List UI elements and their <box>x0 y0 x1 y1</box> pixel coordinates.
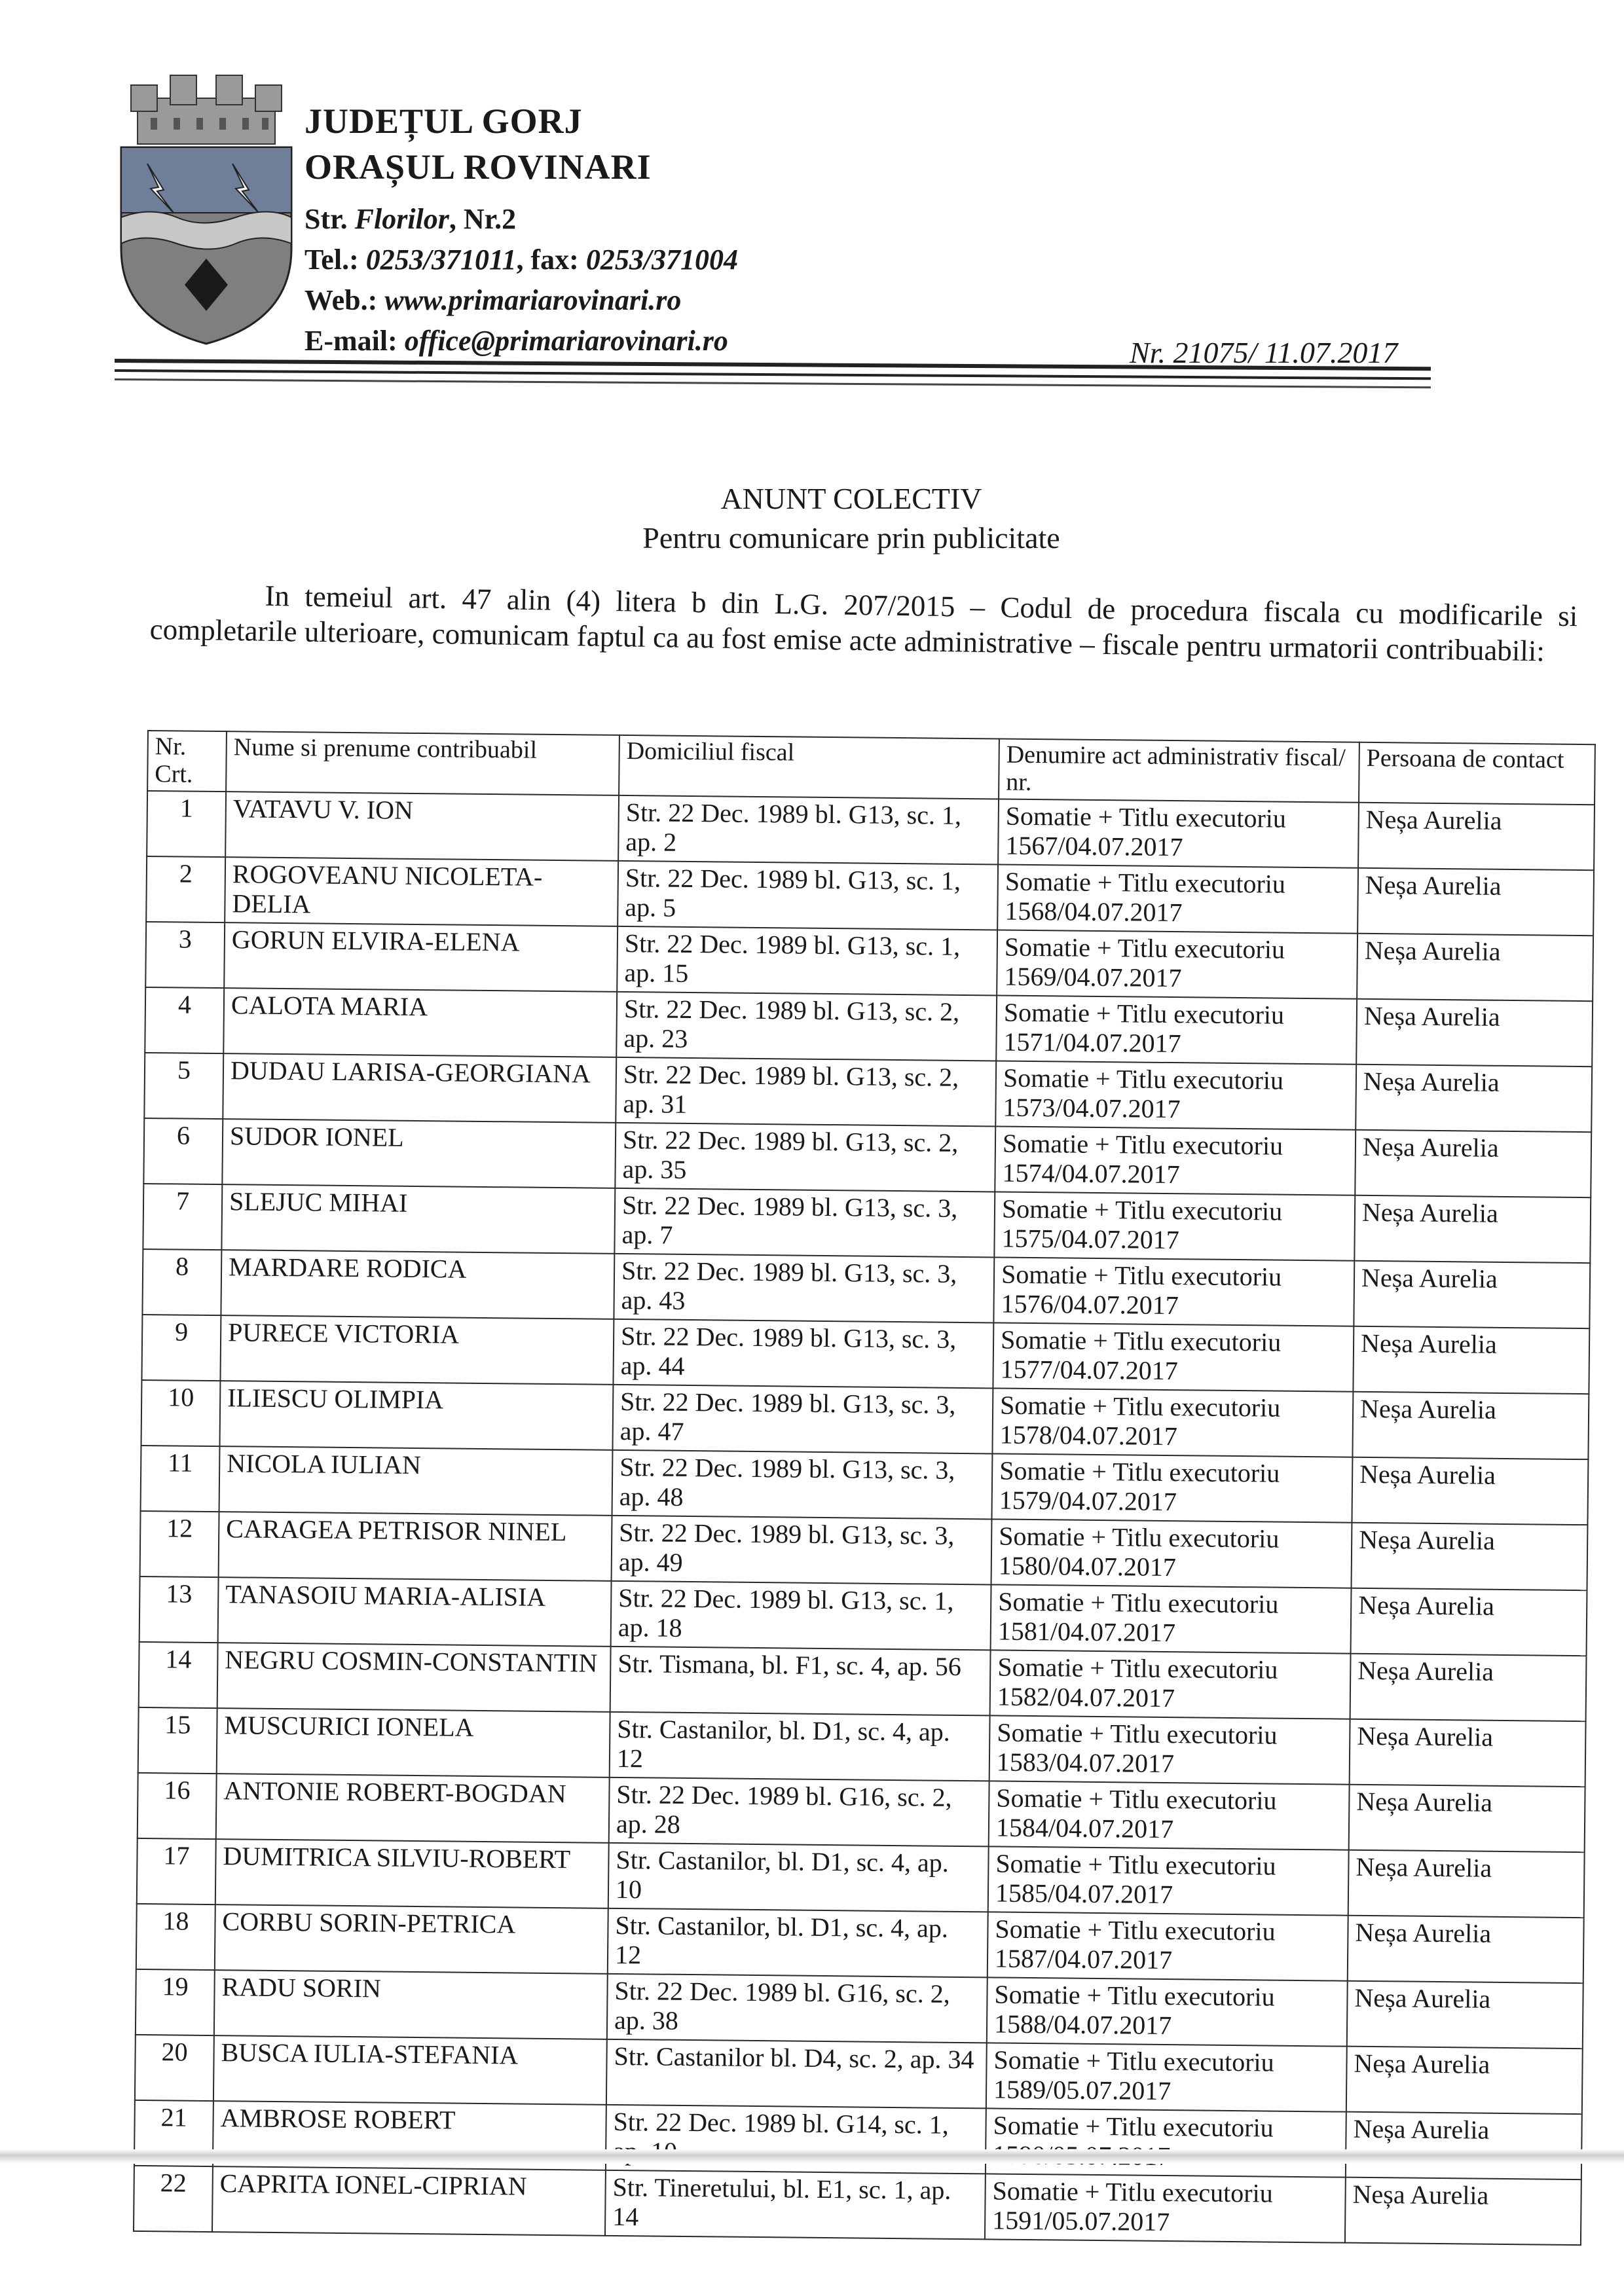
contact-person: Neșa Aurelia <box>1354 1261 1590 1328</box>
taxpayer-name: CARAGEA PETRISOR NINEL <box>219 1512 612 1581</box>
act-name-number: Somatie + Titlu executoriu 1585/04.07.2017 <box>988 1846 1349 1915</box>
fiscal-address: Str. 22 Dec. 1989 bl. G13, sc. 2, ap. 23 <box>616 992 997 1061</box>
taxpayer-name: NEGRU COSMIN-CONSTANTIN <box>217 1643 611 1712</box>
row-number: 20 <box>135 2035 214 2101</box>
act-name-number: Somatie + Titlu executoriu 1583/04.07.2017 <box>989 1715 1350 1784</box>
row-number: 8 <box>142 1249 221 1315</box>
taxpayer-name: SUDOR IONEL <box>222 1119 616 1188</box>
act-name-number: Somatie + Titlu executoriu 1581/04.07.2017 <box>991 1584 1352 1653</box>
row-number: 6 <box>143 1118 223 1184</box>
row-number: 7 <box>143 1184 222 1250</box>
act-name-number: Somatie + Titlu executoriu 1567/04.07.2017 <box>998 799 1359 867</box>
contact-person: Neșa Aurelia <box>1348 1916 1584 1983</box>
taxpayer-name: PURECE VICTORIA <box>220 1315 614 1385</box>
taxpayer-name: DUMITRICA SILVIU-ROBERT <box>215 1839 609 1908</box>
act-name-number: Somatie + Titlu executoriu 1582/04.07.2017 <box>990 1650 1351 1719</box>
contact-person: Neșa Aurelia <box>1345 2178 1581 2245</box>
row-number: 5 <box>144 1053 223 1119</box>
web-line <box>304 280 738 321</box>
table-body <box>134 791 1595 2245</box>
contact-person: Neșa Aurelia <box>1350 1654 1587 1721</box>
header-divider <box>115 378 1431 388</box>
contact-person: Neșa Aurelia <box>1346 2112 1582 2179</box>
contact-person: Neșa Aurelia <box>1352 1523 1588 1590</box>
fiscal-address: Str. 22 Dec. 1989 bl. G13, sc. 1, ap. 5 <box>618 861 998 930</box>
column-header: Nume si prenume contribuabil <box>226 731 619 795</box>
scan-artifact <box>0 2149 1624 2164</box>
act-name-number: Somatie + Titlu executoriu 1587/04.07.2017 <box>987 1912 1348 1980</box>
column-header: Persoana de contact <box>1359 742 1595 805</box>
act-name-number: Somatie + Titlu executoriu 1584/04.07.2017 <box>989 1781 1350 1850</box>
coat-of-arms-icon <box>111 72 301 347</box>
row-number: 4 <box>145 987 224 1053</box>
column-header: Denumire act administrativ fiscal/ nr. <box>999 738 1359 802</box>
web-label: Web.: <box>304 284 385 316</box>
act-name-number: Somatie + Titlu executoriu 1575/04.07.2017 <box>994 1192 1355 1260</box>
taxpayer-name: CAPRITA IONEL-CIPRIAN <box>212 2166 606 2236</box>
fiscal-address: Str. 22 Dec. 1989 bl. G16, sc. 2, ap. 38 <box>607 1974 987 2043</box>
taxpayer-name: ROGOVEANU NICOLETA-DELIA <box>225 857 618 926</box>
contact-person: Neșa Aurelia <box>1357 868 1594 936</box>
taxpayer-name: ILIESCU OLIMPIA <box>220 1381 614 1450</box>
row-number: 22 <box>134 2166 213 2232</box>
row-number: 12 <box>140 1511 219 1577</box>
taxpayer-name: MARDARE RODICA <box>221 1250 614 1319</box>
row-number: 19 <box>136 1969 215 2035</box>
act-name-number: Somatie + Titlu executoriu 1580/04.07.2017 <box>991 1519 1352 1588</box>
taxpayer-name: TANASOIU MARIA-ALISIA <box>218 1577 612 1647</box>
document-number: Nr. 21075/ 11.07.2017 <box>1130 336 1398 369</box>
fiscal-address: Str. Castanilor, bl. D1, sc. 4, ap. 12 <box>608 1908 988 1978</box>
taxpayer-name: AMBROSE ROBERT <box>213 2101 606 2170</box>
taxpayer-name: BUSCA IULIA-STEFANIA <box>213 2035 607 2105</box>
contact-person: Neșa Aurelia <box>1347 1981 1583 2049</box>
row-number: 17 <box>137 1838 216 1904</box>
fiscal-address: Str. 22 Dec. 1989 bl. G13, sc. 1, ap. 15 <box>617 926 997 996</box>
fiscal-address: Str. Tineretului, bl. E1, sc. 1, ap. 14 <box>605 2170 986 2240</box>
phone-line <box>304 240 738 280</box>
act-name-number: Somatie + Titlu executoriu 1591/05.07.2017 <box>985 2174 1346 2242</box>
contact-person: Neșa Aurelia <box>1354 1195 1591 1263</box>
row-number: 1 <box>147 791 226 857</box>
address-line <box>304 199 738 240</box>
fiscal-address: Str. Castanilor, bl. D1, sc. 4, ap. 12 <box>610 1712 990 1781</box>
taxpayer-name: MUSCURICI IONELA <box>217 1708 610 1777</box>
contact-person: Neșa Aurelia <box>1348 1850 1585 1918</box>
contact-person: Neșa Aurelia <box>1358 803 1595 870</box>
contact-person: Neșa Aurelia <box>1351 1588 1587 1656</box>
taxpayer-name: GORUN ELVIRA-ELENA <box>224 922 618 992</box>
tel-label: Tel.: <box>304 244 366 276</box>
taxpayer-name: DUDAU LARISA-GEORGIANA <box>223 1053 616 1123</box>
town-name: ORAȘUL ROVINARI <box>304 147 652 187</box>
contact-person: Neșa Aurelia <box>1352 1457 1588 1525</box>
street-number: , Nr.2 <box>449 203 517 235</box>
fiscal-address: Str. 22 Dec. 1989 bl. G13, sc. 3, ap. 49 <box>612 1516 992 1585</box>
act-name-number: Somatie + Titlu executoriu 1574/04.07.2017 <box>995 1126 1356 1195</box>
act-name-number: Somatie + Titlu executoriu 1589/05.07.2017 <box>986 2043 1347 2111</box>
row-number: 10 <box>141 1380 221 1446</box>
contact-person: Neșa Aurelia <box>1356 999 1593 1066</box>
email-value: office@primariarovinari.ro <box>404 325 728 357</box>
fiscal-address: Str. Tismana, bl. F1, sc. 4, ap. 56 <box>610 1647 991 1716</box>
contact-person: Neșa Aurelia <box>1357 934 1593 1001</box>
act-name-number: Somatie + Titlu executoriu 1568/04.07.2017 <box>997 864 1358 933</box>
fiscal-address: Str. 22 Dec. 1989 bl. G13, sc. 3, ap. 48 <box>612 1450 993 1520</box>
fiscal-address: Str. 22 Dec. 1989 bl. G13, sc. 2, ap. 35 <box>615 1123 995 1192</box>
fiscal-address: Str. Castanilor, bl. D1, sc. 4, ap. 10 <box>608 1843 989 1912</box>
act-name-number: Somatie + Titlu executoriu 1579/04.07.2017 <box>991 1453 1352 1522</box>
row-number: 2 <box>146 856 225 922</box>
intro-paragraph <box>149 576 1578 669</box>
taxpayer-name: ANTONIE ROBERT-BOGDAN <box>216 1774 610 1843</box>
fiscal-address: Str. 22 Dec. 1989 bl. G13, sc. 2, ap. 31 <box>616 1057 996 1127</box>
row-number: 18 <box>136 1904 215 1970</box>
row-number: 21 <box>134 2100 213 2166</box>
fiscal-address: Str. 22 Dec. 1989 bl. G13, sc. 3, ap. 44 <box>613 1319 993 1389</box>
fiscal-address: Str. 22 Dec. 1989 bl. G14, sc. 1, <box>606 2105 986 2174</box>
act-name-number: Somatie + Titlu executoriu 1576/04.07.2017 <box>993 1257 1354 1326</box>
act-name-number: Somatie + Titlu executoriu 1571/04.07.2017 <box>996 995 1357 1064</box>
act-name-number: Somatie + Titlu executoriu 1578/04.07.2017 <box>992 1388 1353 1457</box>
fiscal-address: Str. Castanilor bl. D4, sc. 2, ap. 34 <box>606 2039 987 2109</box>
row-number: 9 <box>141 1315 221 1381</box>
intro-text: In temeiul art. 47 alin (4) litera b din L.G. 207/2015 – Codul de procedura fiscala cu modificarile si completarile ulterioare, comunicam faptul ca au fost emise acte administrative – fiscale pentru urmatorii contribuabili: <box>149 579 1578 668</box>
header-divider <box>115 369 1431 380</box>
taxpayer-name: CORBU SORIN-PETRICA <box>215 1904 608 1974</box>
page-title: ANUNT COLECTIV <box>720 482 982 515</box>
row-number: 15 <box>138 1707 217 1774</box>
act-name-number: Somatie + Titlu executoriu <box>986 2108 1346 2177</box>
fiscal-address: Str. 22 Dec. 1989 bl. G13, sc. 3, ap. 47 <box>612 1385 993 1454</box>
act-name-number: Somatie + Titlu executoriu 1577/04.07.2017 <box>993 1322 1354 1391</box>
fiscal-address: Str. 22 Dec. 1989 bl. G13, sc. 3, ap. 7 <box>614 1188 995 1258</box>
taxpayers-table <box>133 730 1596 2246</box>
contact-person: Neșa Aurelia <box>1352 1392 1589 1459</box>
page-subtitle: Pentru comunicare prin publicitate <box>642 521 1060 555</box>
table-row <box>134 2166 1581 2245</box>
taxpayer-name: CALOTA MARIA <box>223 988 617 1057</box>
column-header: Nr. Crt. <box>147 731 227 792</box>
taxpayer-name: VATAVU V. ION <box>225 792 619 861</box>
taxpayer-name: RADU SORIN <box>214 1970 608 2039</box>
row-number: 14 <box>139 1642 218 1708</box>
taxpayer-name: NICOLA IULIAN <box>219 1446 613 1516</box>
column-header: Domiciliul fiscal <box>619 735 999 799</box>
row-number: 3 <box>145 922 225 988</box>
fax-label: , fax: <box>516 244 586 276</box>
web-value: www.primariarovinari.ro <box>384 284 682 316</box>
row-number: 11 <box>141 1446 220 1512</box>
county-name: JUDEȚUL GORJ <box>304 101 583 141</box>
fiscal-address: Str. 22 Dec. 1989 bl. G16, sc. 2, ap. 28 <box>609 1777 989 1847</box>
institution-header <box>304 98 738 361</box>
contact-person: Neșa Aurelia <box>1355 1130 1591 1197</box>
email-label: E-mail: <box>304 325 405 357</box>
tel-value: 0253/371011 <box>365 244 517 276</box>
taxpayer-name: SLEJUC MIHAI <box>221 1184 615 1254</box>
email-line <box>304 321 738 361</box>
contact-person: Neșa Aurelia <box>1356 1065 1592 1132</box>
street-value: Florilor <box>354 203 449 235</box>
fax-value: 0253/371004 <box>585 244 739 276</box>
act-name-number: Somatie + Titlu executoriu 1588/04.07.2017 <box>987 1977 1348 2046</box>
contact-person: Neșa Aurelia <box>1353 1326 1589 1394</box>
act-name-number: Somatie + Titlu executoriu 1569/04.07.2017 <box>997 930 1357 998</box>
contact-person: Neșa Aurelia <box>1346 2047 1583 2114</box>
act-name-number: Somatie + Titlu executoriu 1573/04.07.2017 <box>995 1061 1356 1129</box>
row-number: 13 <box>139 1576 219 1643</box>
contact-person: Neșa Aurelia <box>1350 1719 1586 1787</box>
fiscal-address: Str. 22 Dec. 1989 bl. G13, sc. 1, ap. 18 <box>611 1581 991 1650</box>
row-number: 16 <box>138 1773 217 1839</box>
contact-person: Neșa Aurelia <box>1349 1785 1585 1852</box>
fiscal-address: Str. 22 Dec. 1989 bl. G13, sc. 1, ap. 2 <box>618 795 999 865</box>
fiscal-address: Str. 22 Dec. 1989 bl. G13, sc. 3, ap. 43 <box>614 1254 994 1323</box>
street-label: Str. <box>304 203 355 235</box>
